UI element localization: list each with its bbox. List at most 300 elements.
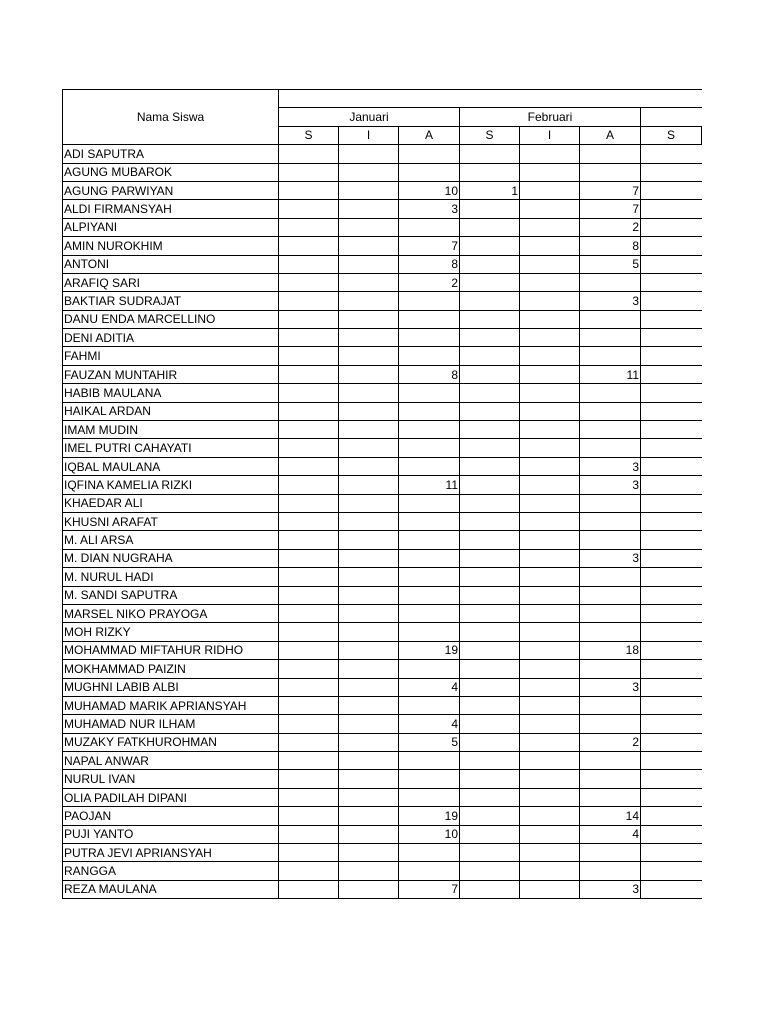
attendance-value-cell[interactable] [520, 641, 580, 659]
attendance-value-cell[interactable] [520, 696, 580, 714]
attendance-value-cell[interactable] [399, 347, 460, 365]
attendance-value-cell[interactable] [399, 531, 460, 549]
attendance-value-cell[interactable] [339, 292, 399, 310]
attendance-value-cell[interactable]: 10 [399, 181, 460, 199]
attendance-value-cell[interactable] [339, 181, 399, 199]
attendance-value-cell[interactable] [399, 788, 460, 806]
attendance-value-cell[interactable]: 3 [580, 292, 641, 310]
student-name-cell[interactable]: ARAFIQ SARI [63, 273, 279, 291]
attendance-value-cell[interactable] [339, 715, 399, 733]
attendance-value-cell[interactable] [580, 329, 641, 347]
attendance-value-cell[interactable] [641, 145, 702, 163]
attendance-value-cell[interactable] [279, 512, 339, 530]
attendance-value-cell[interactable] [580, 770, 641, 788]
student-name-cell[interactable]: MUHAMAD NUR ILHAM [63, 715, 279, 733]
attendance-value-cell[interactable]: 3 [580, 678, 641, 696]
attendance-value-cell[interactable] [399, 623, 460, 641]
attendance-value-cell[interactable] [339, 568, 399, 586]
attendance-value-cell[interactable] [339, 604, 399, 622]
student-name-cell[interactable]: PUTRA JEVI APRIANSYAH [63, 844, 279, 862]
attendance-value-cell[interactable] [399, 862, 460, 880]
attendance-value-cell[interactable] [641, 255, 702, 273]
attendance-value-cell[interactable] [460, 531, 520, 549]
attendance-value-cell[interactable] [641, 310, 702, 328]
student-name-cell[interactable]: MOH RIZKY [63, 623, 279, 641]
student-name-cell[interactable]: DANU ENDA MARCELLINO [63, 310, 279, 328]
attendance-value-cell[interactable] [399, 439, 460, 457]
attendance-value-cell[interactable] [520, 788, 580, 806]
attendance-value-cell[interactable]: 3 [580, 549, 641, 567]
attendance-value-cell[interactable] [399, 384, 460, 402]
attendance-value-cell[interactable] [641, 880, 702, 898]
attendance-value-cell[interactable] [279, 862, 339, 880]
attendance-value-cell[interactable] [520, 200, 580, 218]
student-name-cell[interactable]: M. SANDI SAPUTRA [63, 586, 279, 604]
attendance-value-cell[interactable] [520, 844, 580, 862]
attendance-value-cell[interactable] [279, 476, 339, 494]
attendance-value-cell[interactable] [399, 696, 460, 714]
attendance-value-cell[interactable] [399, 218, 460, 236]
attendance-value-cell[interactable] [339, 770, 399, 788]
attendance-value-cell[interactable] [339, 421, 399, 439]
student-name-cell[interactable]: IQFINA KAMELIA RIZKI [63, 476, 279, 494]
attendance-value-cell[interactable] [520, 733, 580, 751]
attendance-value-cell[interactable] [279, 384, 339, 402]
attendance-value-cell[interactable] [399, 310, 460, 328]
attendance-value-cell[interactable] [641, 604, 702, 622]
attendance-value-cell[interactable] [279, 163, 339, 181]
attendance-value-cell[interactable] [279, 457, 339, 475]
attendance-value-cell[interactable] [520, 494, 580, 512]
attendance-value-cell[interactable] [339, 788, 399, 806]
attendance-value-cell[interactable] [279, 660, 339, 678]
student-name-cell[interactable]: FAHMI [63, 347, 279, 365]
attendance-value-cell[interactable] [641, 163, 702, 181]
attendance-value-cell[interactable] [460, 696, 520, 714]
attendance-value-cell[interactable] [460, 494, 520, 512]
student-name-cell[interactable]: OLIA PADILAH DIPANI [63, 788, 279, 806]
attendance-value-cell[interactable] [460, 641, 520, 659]
attendance-value-cell[interactable] [641, 825, 702, 843]
attendance-value-cell[interactable]: 8 [399, 365, 460, 383]
attendance-value-cell[interactable] [641, 421, 702, 439]
attendance-value-cell[interactable] [279, 421, 339, 439]
attendance-value-cell[interactable]: 4 [399, 678, 460, 696]
attendance-value-cell[interactable] [339, 494, 399, 512]
attendance-value-cell[interactable] [520, 421, 580, 439]
attendance-value-cell[interactable] [641, 641, 702, 659]
attendance-value-cell[interactable] [279, 549, 339, 567]
attendance-value-cell[interactable] [520, 512, 580, 530]
attendance-value-cell[interactable]: 3 [580, 457, 641, 475]
student-name-cell[interactable]: NURUL IVAN [63, 770, 279, 788]
attendance-value-cell[interactable] [279, 347, 339, 365]
attendance-value-cell[interactable] [279, 218, 339, 236]
attendance-value-cell[interactable]: 7 [399, 237, 460, 255]
attendance-value-cell[interactable] [520, 365, 580, 383]
attendance-value-cell[interactable] [580, 623, 641, 641]
attendance-value-cell[interactable] [520, 660, 580, 678]
attendance-value-cell[interactable] [520, 181, 580, 199]
attendance-value-cell[interactable] [520, 163, 580, 181]
attendance-value-cell[interactable]: 18 [580, 641, 641, 659]
student-name-cell[interactable]: PUJI YANTO [63, 825, 279, 843]
attendance-value-cell[interactable] [641, 586, 702, 604]
attendance-value-cell[interactable] [641, 181, 702, 199]
attendance-value-cell[interactable] [460, 237, 520, 255]
attendance-value-cell[interactable] [641, 531, 702, 549]
attendance-value-cell[interactable] [580, 163, 641, 181]
attendance-value-cell[interactable] [580, 421, 641, 439]
attendance-value-cell[interactable] [399, 292, 460, 310]
attendance-value-cell[interactable] [339, 476, 399, 494]
attendance-value-cell[interactable]: 19 [399, 641, 460, 659]
attendance-value-cell[interactable] [580, 568, 641, 586]
student-name-cell[interactable]: IQBAL MAULANA [63, 457, 279, 475]
attendance-value-cell[interactable] [279, 641, 339, 659]
student-name-cell[interactable]: ALPIYANI [63, 218, 279, 236]
attendance-value-cell[interactable] [641, 218, 702, 236]
student-name-cell[interactable]: AMIN NUROKHIM [63, 237, 279, 255]
attendance-value-cell[interactable] [460, 678, 520, 696]
attendance-value-cell[interactable] [339, 733, 399, 751]
attendance-value-cell[interactable] [339, 880, 399, 898]
attendance-value-cell[interactable] [279, 568, 339, 586]
attendance-value-cell[interactable] [580, 752, 641, 770]
attendance-value-cell[interactable]: 8 [399, 255, 460, 273]
attendance-value-cell[interactable] [460, 660, 520, 678]
attendance-value-cell[interactable]: 8 [580, 237, 641, 255]
attendance-value-cell[interactable] [641, 788, 702, 806]
attendance-value-cell[interactable] [339, 402, 399, 420]
attendance-value-cell[interactable] [460, 384, 520, 402]
attendance-value-cell[interactable] [279, 200, 339, 218]
attendance-value-cell[interactable] [339, 200, 399, 218]
attendance-value-cell[interactable] [460, 218, 520, 236]
attendance-value-cell[interactable] [641, 512, 702, 530]
attendance-value-cell[interactable] [460, 329, 520, 347]
attendance-value-cell[interactable] [580, 862, 641, 880]
attendance-value-cell[interactable] [279, 752, 339, 770]
attendance-value-cell[interactable] [460, 145, 520, 163]
attendance-value-cell[interactable] [279, 310, 339, 328]
attendance-value-cell[interactable]: 14 [580, 807, 641, 825]
attendance-value-cell[interactable] [520, 402, 580, 420]
attendance-value-cell[interactable] [641, 660, 702, 678]
attendance-value-cell[interactable] [339, 237, 399, 255]
attendance-value-cell[interactable]: 5 [580, 255, 641, 273]
attendance-value-cell[interactable] [520, 604, 580, 622]
attendance-value-cell[interactable] [339, 844, 399, 862]
attendance-value-cell[interactable] [520, 678, 580, 696]
student-name-cell[interactable]: KHUSNI ARAFAT [63, 512, 279, 530]
attendance-value-cell[interactable] [580, 273, 641, 291]
attendance-value-cell[interactable] [279, 604, 339, 622]
attendance-value-cell[interactable] [460, 807, 520, 825]
attendance-value-cell[interactable] [279, 255, 339, 273]
attendance-value-cell[interactable] [460, 273, 520, 291]
attendance-value-cell[interactable] [339, 752, 399, 770]
attendance-value-cell[interactable] [641, 733, 702, 751]
attendance-value-cell[interactable] [580, 604, 641, 622]
attendance-value-cell[interactable] [279, 145, 339, 163]
attendance-value-cell[interactable] [580, 586, 641, 604]
attendance-value-cell[interactable]: 3 [580, 476, 641, 494]
attendance-value-cell[interactable]: 7 [580, 200, 641, 218]
attendance-value-cell[interactable] [399, 604, 460, 622]
attendance-value-cell[interactable] [279, 880, 339, 898]
attendance-value-cell[interactable] [641, 696, 702, 714]
attendance-value-cell[interactable] [580, 715, 641, 733]
attendance-value-cell[interactable] [460, 163, 520, 181]
attendance-value-cell[interactable] [339, 549, 399, 567]
attendance-value-cell[interactable] [460, 512, 520, 530]
attendance-value-cell[interactable] [399, 494, 460, 512]
attendance-value-cell[interactable]: 3 [580, 880, 641, 898]
attendance-value-cell[interactable] [641, 862, 702, 880]
attendance-value-cell[interactable] [399, 512, 460, 530]
attendance-value-cell[interactable] [520, 531, 580, 549]
attendance-value-cell[interactable] [460, 476, 520, 494]
student-name-cell[interactable]: AGUNG PARWIYAN [63, 181, 279, 199]
attendance-value-cell[interactable] [279, 807, 339, 825]
attendance-value-cell[interactable] [520, 862, 580, 880]
attendance-value-cell[interactable] [279, 844, 339, 862]
attendance-value-cell[interactable] [641, 770, 702, 788]
attendance-value-cell[interactable]: 7 [399, 880, 460, 898]
attendance-value-cell[interactable] [339, 273, 399, 291]
attendance-value-cell[interactable] [641, 329, 702, 347]
attendance-value-cell[interactable] [460, 200, 520, 218]
attendance-value-cell[interactable] [641, 678, 702, 696]
attendance-value-cell[interactable] [641, 752, 702, 770]
attendance-value-cell[interactable] [520, 715, 580, 733]
attendance-value-cell[interactable] [460, 586, 520, 604]
attendance-value-cell[interactable] [399, 163, 460, 181]
attendance-value-cell[interactable] [279, 788, 339, 806]
attendance-value-cell[interactable]: 2 [399, 273, 460, 291]
attendance-value-cell[interactable]: 1 [460, 181, 520, 199]
attendance-value-cell[interactable] [279, 181, 339, 199]
attendance-value-cell[interactable] [520, 255, 580, 273]
student-name-cell[interactable]: MOHAMMAD MIFTAHUR RIDHO [63, 641, 279, 659]
attendance-value-cell[interactable] [580, 844, 641, 862]
attendance-value-cell[interactable] [279, 696, 339, 714]
attendance-value-cell[interactable] [339, 329, 399, 347]
attendance-value-cell[interactable] [279, 623, 339, 641]
attendance-value-cell[interactable] [339, 531, 399, 549]
attendance-value-cell[interactable] [641, 365, 702, 383]
attendance-value-cell[interactable] [399, 457, 460, 475]
student-name-cell[interactable]: M. ALI ARSA [63, 531, 279, 549]
student-name-cell[interactable]: ANTONI [63, 255, 279, 273]
student-name-cell[interactable]: ALDI FIRMANSYAH [63, 200, 279, 218]
attendance-value-cell[interactable] [520, 568, 580, 586]
attendance-value-cell[interactable] [399, 549, 460, 567]
attendance-value-cell[interactable] [580, 494, 641, 512]
attendance-value-cell[interactable] [460, 770, 520, 788]
attendance-value-cell[interactable] [339, 696, 399, 714]
attendance-value-cell[interactable] [460, 733, 520, 751]
attendance-value-cell[interactable] [641, 439, 702, 457]
attendance-value-cell[interactable]: 11 [580, 365, 641, 383]
attendance-value-cell[interactable] [520, 384, 580, 402]
attendance-value-cell[interactable] [580, 402, 641, 420]
attendance-value-cell[interactable] [520, 310, 580, 328]
attendance-value-cell[interactable] [460, 788, 520, 806]
attendance-value-cell[interactable] [520, 218, 580, 236]
attendance-value-cell[interactable] [580, 696, 641, 714]
attendance-value-cell[interactable] [399, 329, 460, 347]
attendance-value-cell[interactable] [520, 586, 580, 604]
attendance-value-cell[interactable]: 2 [580, 733, 641, 751]
attendance-value-cell[interactable] [520, 347, 580, 365]
attendance-value-cell[interactable] [279, 402, 339, 420]
student-name-cell[interactable]: MOKHAMMAD PAIZIN [63, 660, 279, 678]
attendance-value-cell[interactable] [279, 733, 339, 751]
attendance-value-cell[interactable] [399, 402, 460, 420]
attendance-value-cell[interactable] [279, 715, 339, 733]
attendance-value-cell[interactable] [641, 494, 702, 512]
attendance-value-cell[interactable] [399, 770, 460, 788]
attendance-value-cell[interactable] [279, 531, 339, 549]
attendance-value-cell[interactable] [520, 329, 580, 347]
student-name-cell[interactable]: REZA MAULANA [63, 880, 279, 898]
student-name-cell[interactable]: MUGHNI LABIB ALBI [63, 678, 279, 696]
attendance-value-cell[interactable] [520, 825, 580, 843]
attendance-value-cell[interactable] [460, 880, 520, 898]
attendance-value-cell[interactable] [339, 807, 399, 825]
attendance-value-cell[interactable] [339, 218, 399, 236]
attendance-value-cell[interactable] [460, 457, 520, 475]
attendance-value-cell[interactable] [460, 402, 520, 420]
attendance-value-cell[interactable] [641, 476, 702, 494]
attendance-value-cell[interactable] [460, 844, 520, 862]
attendance-value-cell[interactable] [339, 586, 399, 604]
attendance-value-cell[interactable] [641, 715, 702, 733]
attendance-value-cell[interactable] [641, 200, 702, 218]
attendance-value-cell[interactable] [399, 145, 460, 163]
attendance-value-cell[interactable] [279, 365, 339, 383]
attendance-value-cell[interactable] [520, 237, 580, 255]
attendance-value-cell[interactable] [520, 145, 580, 163]
attendance-value-cell[interactable] [580, 660, 641, 678]
attendance-value-cell[interactable]: 7 [580, 181, 641, 199]
attendance-value-cell[interactable] [399, 586, 460, 604]
attendance-value-cell[interactable]: 19 [399, 807, 460, 825]
attendance-value-cell[interactable] [641, 549, 702, 567]
attendance-value-cell[interactable] [460, 292, 520, 310]
attendance-value-cell[interactable] [460, 421, 520, 439]
attendance-value-cell[interactable] [339, 623, 399, 641]
attendance-value-cell[interactable]: 3 [399, 200, 460, 218]
student-name-cell[interactable]: ADI SAPUTRA [63, 145, 279, 163]
attendance-value-cell[interactable] [520, 770, 580, 788]
attendance-value-cell[interactable] [279, 329, 339, 347]
attendance-value-cell[interactable] [399, 844, 460, 862]
attendance-value-cell[interactable] [520, 476, 580, 494]
attendance-value-cell[interactable] [339, 384, 399, 402]
attendance-value-cell[interactable] [339, 660, 399, 678]
attendance-value-cell[interactable] [641, 807, 702, 825]
attendance-value-cell[interactable] [460, 255, 520, 273]
student-name-cell[interactable]: DENI ADITIA [63, 329, 279, 347]
attendance-value-cell[interactable] [520, 880, 580, 898]
attendance-value-cell[interactable] [339, 457, 399, 475]
attendance-value-cell[interactable] [460, 549, 520, 567]
attendance-value-cell[interactable] [641, 568, 702, 586]
attendance-value-cell[interactable] [520, 623, 580, 641]
attendance-value-cell[interactable] [520, 549, 580, 567]
student-name-cell[interactable]: IMAM MUDIN [63, 421, 279, 439]
attendance-value-cell[interactable] [279, 586, 339, 604]
attendance-value-cell[interactable] [520, 292, 580, 310]
attendance-value-cell[interactable] [339, 862, 399, 880]
attendance-value-cell[interactable]: 4 [580, 825, 641, 843]
attendance-value-cell[interactable] [580, 310, 641, 328]
attendance-value-cell[interactable] [580, 347, 641, 365]
attendance-value-cell[interactable] [460, 862, 520, 880]
attendance-value-cell[interactable] [279, 825, 339, 843]
attendance-value-cell[interactable] [580, 384, 641, 402]
attendance-value-cell[interactable] [339, 310, 399, 328]
attendance-value-cell[interactable] [460, 310, 520, 328]
student-name-cell[interactable]: AGUNG MUBAROK [63, 163, 279, 181]
student-name-cell[interactable]: M. NURUL HADI [63, 568, 279, 586]
attendance-value-cell[interactable] [339, 512, 399, 530]
attendance-value-cell[interactable] [279, 678, 339, 696]
student-name-cell[interactable]: FAUZAN MUNTAHIR [63, 365, 279, 383]
attendance-value-cell[interactable] [399, 660, 460, 678]
attendance-value-cell[interactable] [580, 512, 641, 530]
attendance-value-cell[interactable] [279, 439, 339, 457]
attendance-value-cell[interactable]: 4 [399, 715, 460, 733]
student-name-cell[interactable]: MARSEL NIKO PRAYOGA [63, 604, 279, 622]
attendance-value-cell[interactable]: 5 [399, 733, 460, 751]
attendance-value-cell[interactable] [339, 641, 399, 659]
attendance-value-cell[interactable] [460, 623, 520, 641]
attendance-value-cell[interactable] [641, 457, 702, 475]
attendance-value-cell[interactable] [460, 752, 520, 770]
attendance-value-cell[interactable] [641, 844, 702, 862]
student-name-cell[interactable]: MUHAMAD MARIK APRIANSYAH [63, 696, 279, 714]
student-name-cell[interactable]: BAKTIAR SUDRAJAT [63, 292, 279, 310]
attendance-value-cell[interactable] [279, 770, 339, 788]
attendance-value-cell[interactable] [520, 457, 580, 475]
attendance-value-cell[interactable] [580, 439, 641, 457]
attendance-value-cell[interactable] [339, 145, 399, 163]
attendance-value-cell[interactable] [520, 807, 580, 825]
student-name-cell[interactable]: MUZAKY FATKHUROHMAN [63, 733, 279, 751]
attendance-value-cell[interactable] [399, 752, 460, 770]
attendance-value-cell[interactable] [520, 273, 580, 291]
attendance-value-cell[interactable] [580, 788, 641, 806]
student-name-cell[interactable]: PAOJAN [63, 807, 279, 825]
student-name-cell[interactable]: HABIB MAULANA [63, 384, 279, 402]
attendance-value-cell[interactable] [641, 623, 702, 641]
attendance-value-cell[interactable] [460, 604, 520, 622]
attendance-value-cell[interactable] [580, 145, 641, 163]
student-name-cell[interactable]: RANGGA [63, 862, 279, 880]
attendance-value-cell[interactable]: 2 [580, 218, 641, 236]
attendance-value-cell[interactable] [399, 568, 460, 586]
attendance-value-cell[interactable] [460, 347, 520, 365]
attendance-value-cell[interactable] [641, 292, 702, 310]
attendance-value-cell[interactable] [279, 292, 339, 310]
attendance-value-cell[interactable] [641, 384, 702, 402]
attendance-value-cell[interactable] [279, 494, 339, 512]
attendance-value-cell[interactable] [399, 421, 460, 439]
